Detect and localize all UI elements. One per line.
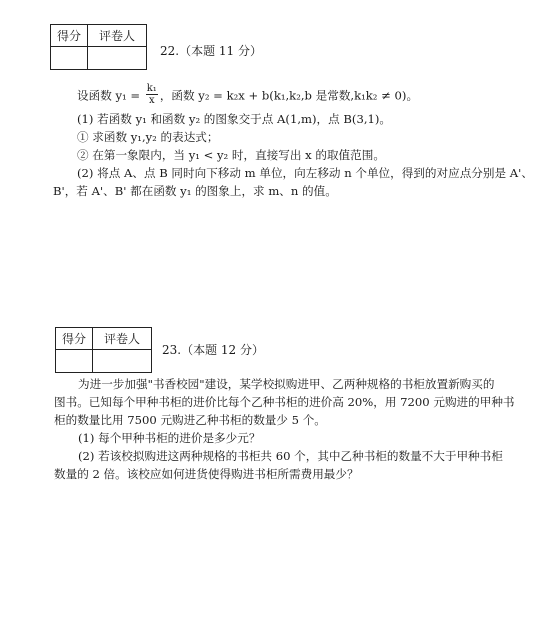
- grader-label: 评卷人: [88, 25, 147, 47]
- question-22-part1: (1) 若函数 y₁ 和函数 y₂ 的图象交于点 A(1,m)，点 B(3,1)。: [77, 112, 392, 126]
- question-23-line3: 柜的数量比用 7500 元购进乙种书柜的数量少 5 个。: [54, 413, 326, 427]
- question-22-part2-line2: B'，若 A'、B' 都在函数 y₁ 的图象上，求 m、n 的值。: [53, 184, 337, 198]
- question-23-part1: (1) 每个甲种书柜的进价是多少元？: [78, 431, 261, 445]
- score-table-q22: [50, 24, 147, 70]
- question-22-part1-a: ① 求函数 y₁,y₂ 的表达式；: [77, 130, 219, 144]
- score-cell: [51, 47, 88, 70]
- intro-prefix: 设函数 y₁ =: [77, 88, 144, 103]
- score-label: 得分: [51, 25, 88, 47]
- question-23-line2: 图书。已知每个甲种书柜的进价比每个乙种书柜的进价高 20%，用 7200 元购进的甲种书: [54, 395, 515, 409]
- question-22-intro: [77, 85, 418, 108]
- score-cell: [56, 350, 93, 373]
- question-23-part2-line1: (2) 若该校拟购进这两种规格的书柜共 60 个，其中乙种书柜的数量不大于甲种书柜: [78, 449, 503, 463]
- grader-label: 评卷人: [93, 328, 152, 350]
- grader-cell: [88, 47, 147, 70]
- question-23-line1: 为进一步加强"书香校园"建设，某学校拟购进甲、乙两种规格的书柜放置新购买的: [78, 377, 495, 391]
- fraction-numerator: k₁: [146, 83, 157, 94]
- fraction-k1-over-x: [146, 83, 158, 106]
- fraction-denominator: x: [148, 95, 155, 106]
- question-23-title: 23.（本题 12 分）: [162, 343, 264, 357]
- score-table-q23: [55, 327, 152, 373]
- grader-cell: [93, 350, 152, 373]
- score-label: 得分: [56, 328, 93, 350]
- question-22-part2-line1: (2) 将点 A、点 B 同时向下移动 m 单位，向左移动 n 个单位，得到的对应点分别是 A'、: [77, 166, 533, 180]
- question-22-part1-b: ② 在第一象限内，当 y₁ < y₂ 时，直接写出 x 的取值范围。: [77, 148, 385, 162]
- question-22-title: 22.（本题 11 分）: [160, 44, 262, 58]
- question-23-part2-line2: 数量的 2 倍。该校应如何进货使得购进书柜所需费用最少？: [54, 467, 359, 481]
- intro-suffix: ，函数 y₂ = k₂x + b(k₁,k₂,b 是常数,k₁k₂ ≠ 0)。: [159, 88, 419, 103]
